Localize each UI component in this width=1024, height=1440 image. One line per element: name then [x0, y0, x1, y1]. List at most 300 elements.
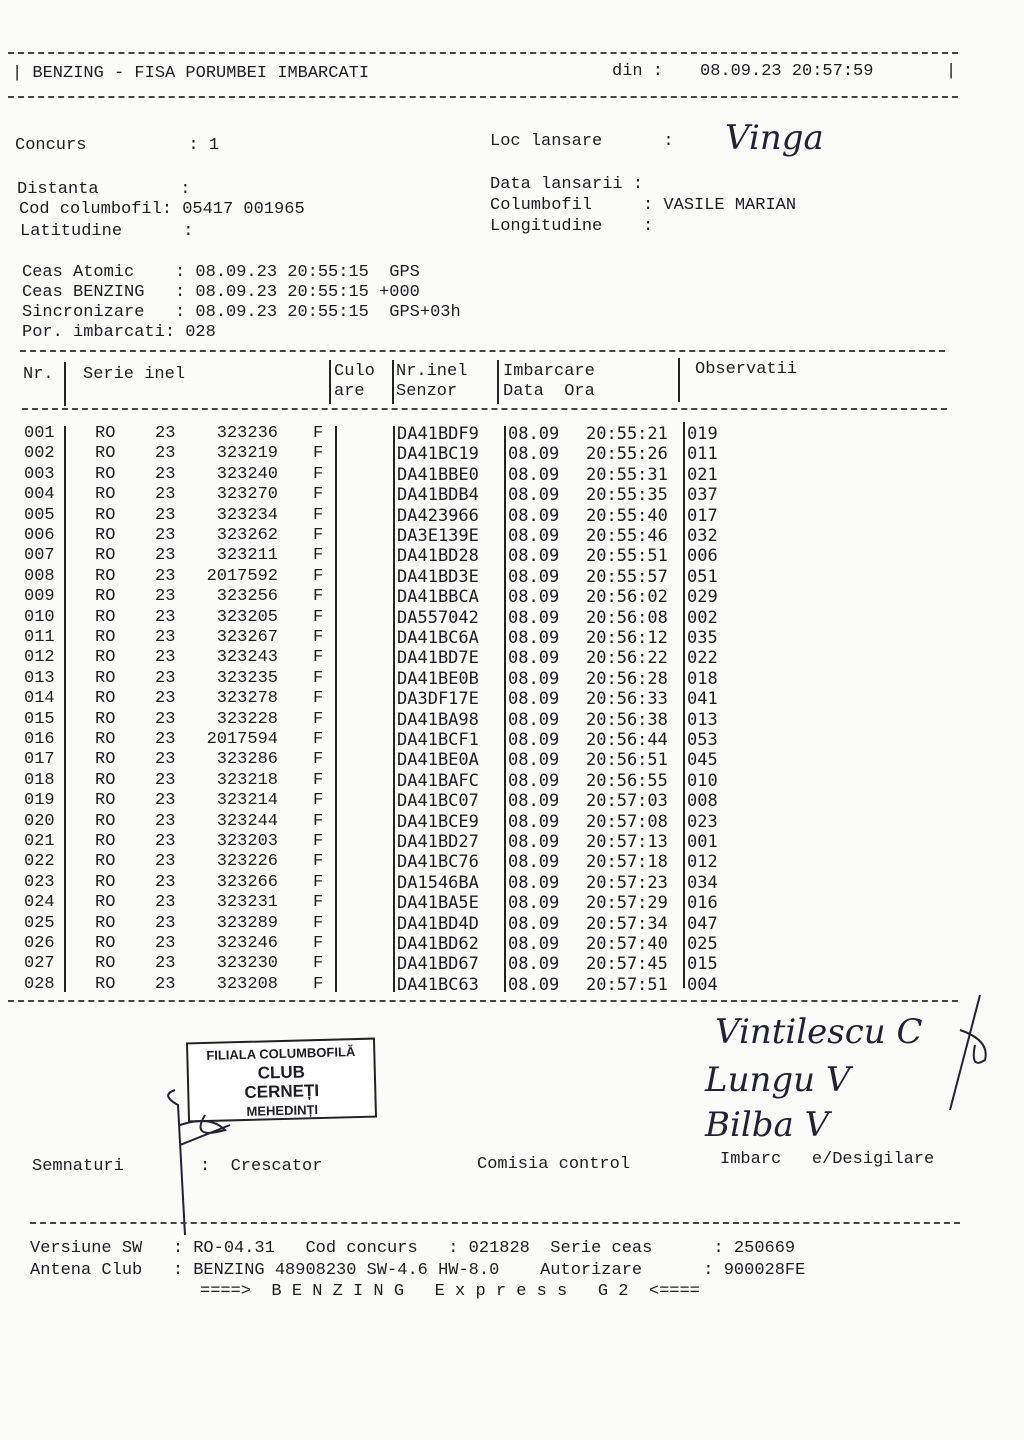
row-sex: F	[313, 730, 324, 749]
row-date: 08.09	[508, 709, 560, 730]
row-obs: 004	[687, 974, 718, 995]
row-year: 23	[155, 607, 176, 627]
row-ring: 323246	[216, 934, 278, 953]
row-obs: 037	[687, 485, 718, 506]
row-ring: 323218	[216, 770, 278, 790]
row-nr: 026	[24, 934, 55, 953]
row-sensor: DA41BD27	[397, 832, 479, 852]
row-ring: 323266	[216, 872, 278, 892]
col-inel-1: Nr.inel	[396, 362, 468, 381]
row-time: 20:55:35	[586, 485, 668, 506]
row-sex: F	[313, 954, 324, 974]
row-sex: F	[313, 832, 324, 851]
row-time: 20:57:18	[586, 852, 668, 873]
row-obs: 013	[687, 709, 718, 730]
row-year: 23	[155, 444, 176, 464]
longitudine: Longitudine :	[490, 217, 654, 236]
row-ring: 323214	[216, 791, 278, 811]
row-year: 23	[155, 913, 176, 933]
row-country: RO	[95, 811, 116, 831]
table-row	[0, 485, 760, 505]
col-inel-2: Senzor	[396, 382, 458, 401]
row-sex: F	[313, 444, 324, 464]
row-sex: F	[313, 811, 324, 831]
row-obs: 051	[687, 566, 718, 587]
row-nr: 025	[24, 913, 55, 933]
row-country: RO	[95, 709, 116, 729]
row-country: RO	[95, 750, 116, 770]
row-obs: 011	[687, 444, 718, 465]
row-time: 20:56:08	[586, 607, 668, 628]
stamp-line: CLUB	[257, 1062, 306, 1083]
row-sex: F	[313, 974, 324, 994]
row-sex: F	[313, 893, 324, 913]
table-row	[0, 567, 760, 587]
table-row	[0, 608, 760, 628]
row-date: 08.09	[508, 872, 560, 893]
row-sensor: DA41BAFC	[397, 770, 479, 791]
table-row	[0, 424, 760, 444]
table-row	[0, 465, 760, 485]
row-date: 08.09	[508, 974, 560, 995]
row-country: RO	[95, 689, 116, 709]
handwritten-loc: Vinga	[725, 118, 824, 158]
row-sensor: DA1546BA	[397, 872, 479, 893]
row-year: 23	[155, 750, 176, 770]
columbofil: Columbofil : VASILE MARIAN	[490, 196, 797, 215]
row-country: RO	[95, 852, 116, 872]
row-obs: 023	[687, 811, 718, 832]
table-row	[0, 914, 760, 934]
row-time: 20:56:28	[586, 668, 668, 689]
row-year: 23	[155, 954, 176, 974]
table-row	[0, 648, 760, 668]
row-nr: 015	[24, 709, 55, 729]
ceas-atomic: Ceas Atomic : 08.09.23 20:55:15 GPS	[22, 263, 420, 282]
row-nr: 018	[24, 770, 55, 790]
row-country: RO	[95, 587, 116, 607]
row-sensor: DA41BBCA	[397, 587, 479, 608]
row-date: 08.09	[508, 750, 560, 771]
row-nr: 005	[24, 505, 55, 525]
row-time: 20:55:40	[586, 505, 668, 526]
row-sensor: DA41BD3E	[397, 566, 479, 587]
row-year: 23	[155, 832, 176, 851]
row-time: 20:56:12	[586, 628, 668, 648]
col-culoare-1: Culo	[334, 362, 375, 381]
row-sensor: DA423966	[397, 505, 479, 526]
stamp-line: CERNEȚI	[244, 1081, 320, 1102]
row-sensor: DA41BD4D	[397, 913, 479, 934]
row-nr: 003	[24, 464, 55, 484]
row-ring: 323230	[216, 954, 278, 974]
row-obs: 017	[687, 505, 718, 526]
porumbei-imbarcati: Por. imbarcati: 028	[22, 323, 216, 342]
print-date-label: din :	[612, 62, 664, 81]
row-sex: F	[313, 526, 324, 545]
row-nr: 002	[24, 444, 55, 464]
row-obs: 002	[687, 607, 718, 628]
row-obs: 010	[687, 770, 718, 791]
cod-columbofil: Cod columbofil: 05417 001965	[19, 200, 305, 219]
row-sensor: DA41BD7E	[397, 648, 479, 669]
row-nr: 024	[24, 893, 55, 913]
row-date: 08.09	[508, 832, 560, 852]
row-country: RO	[95, 526, 116, 545]
table-row	[0, 444, 760, 464]
table-row	[0, 710, 760, 730]
row-country: RO	[95, 628, 116, 647]
row-year: 23	[155, 424, 176, 443]
row-year: 23	[155, 791, 176, 811]
row-sensor: DA41BDB4	[397, 485, 479, 506]
distanta: Distanta :	[17, 180, 191, 199]
row-time: 20:56:02	[586, 587, 668, 608]
row-country: RO	[95, 770, 116, 790]
row-date: 08.09	[508, 566, 560, 587]
row-obs: 019	[687, 424, 718, 444]
row-nr: 016	[24, 730, 55, 749]
handwritten-sign-3: Bilba V	[705, 1105, 830, 1145]
row-nr: 009	[24, 587, 55, 607]
signature-mark	[930, 990, 1000, 1120]
row-country: RO	[95, 424, 116, 443]
row-sensor: DA41BC76	[397, 852, 479, 873]
row-sex: F	[313, 485, 324, 505]
row-nr: 001	[24, 424, 55, 443]
row-nr: 013	[24, 668, 55, 688]
row-sensor: DA41BD62	[397, 934, 479, 954]
row-year: 23	[155, 934, 176, 953]
row-obs: 018	[687, 668, 718, 689]
row-nr: 020	[24, 811, 55, 831]
row-date: 08.09	[508, 464, 560, 485]
row-sensor: DA41BE0A	[397, 750, 479, 771]
row-date: 08.09	[508, 607, 560, 628]
row-sex: F	[313, 628, 324, 647]
table-row	[0, 934, 760, 954]
row-ring: 323244	[216, 811, 278, 831]
row-obs: 016	[687, 893, 718, 914]
row-ring: 2017592	[206, 566, 278, 586]
table-row	[0, 546, 760, 566]
row-sex: F	[313, 546, 324, 566]
row-ring: 323289	[216, 913, 278, 933]
row-year: 23	[155, 526, 176, 545]
row-time: 20:57:40	[586, 934, 668, 954]
row-time: 20:56:55	[586, 770, 668, 791]
table-row	[0, 791, 760, 811]
table-row	[0, 954, 760, 974]
table-row	[0, 669, 760, 689]
row-ring: 323228	[216, 709, 278, 729]
row-country: RO	[95, 546, 116, 566]
comisia-label: Comisia control	[477, 1155, 631, 1174]
row-date: 08.09	[508, 587, 560, 608]
row-country: RO	[95, 832, 116, 851]
row-ring: 323231	[216, 893, 278, 913]
row-ring: 323211	[216, 546, 278, 566]
row-sex: F	[313, 913, 324, 933]
table-row	[0, 893, 760, 913]
row-ring: 323262	[216, 526, 278, 545]
row-obs: 025	[687, 934, 718, 954]
row-sex: F	[313, 791, 324, 811]
row-ring: 323205	[216, 607, 278, 627]
document-title: | BENZING - FISA PORUMBEI IMBARCATI	[12, 64, 370, 83]
row-nr: 014	[24, 689, 55, 709]
row-time: 20:57:29	[586, 893, 668, 914]
row-sensor: DA41BA98	[397, 709, 479, 730]
row-obs: 006	[687, 546, 718, 567]
row-date: 08.09	[508, 546, 560, 567]
row-time: 20:57:13	[586, 832, 668, 852]
row-obs: 021	[687, 464, 718, 485]
row-date: 08.09	[508, 485, 560, 506]
row-country: RO	[95, 974, 116, 994]
table-row	[0, 526, 760, 546]
handwritten-sign-1: Vintilescu C	[715, 1012, 923, 1052]
row-ring: 323240	[216, 464, 278, 484]
row-sensor: DA557042	[397, 607, 479, 628]
col-imbarcare-2: Data Ora	[503, 382, 595, 401]
row-sensor: DA41BA5E	[397, 893, 479, 914]
row-time: 20:57:23	[586, 872, 668, 893]
row-obs: 032	[687, 526, 718, 546]
row-sex: F	[313, 607, 324, 627]
col-culoare-2: are	[334, 382, 365, 401]
table-row	[0, 832, 760, 852]
row-nr: 017	[24, 750, 55, 770]
row-time: 20:57:51	[586, 974, 668, 995]
row-sensor: DA41BDF9	[397, 424, 479, 444]
row-sensor: DA41BC19	[397, 444, 479, 465]
row-year: 23	[155, 464, 176, 484]
row-year: 23	[155, 546, 176, 566]
row-nr: 004	[24, 485, 55, 505]
row-country: RO	[95, 444, 116, 464]
row-time: 20:55:21	[586, 424, 668, 444]
row-ring: 323219	[216, 444, 278, 464]
table-row	[0, 873, 760, 893]
loc-lansare: Loc lansare :	[490, 132, 674, 151]
row-nr: 007	[24, 546, 55, 566]
row-obs: 045	[687, 750, 718, 771]
data-lansarii: Data lansarii :	[490, 175, 644, 194]
row-time: 20:55:57	[586, 566, 668, 587]
table-row	[0, 730, 760, 750]
row-sex: F	[313, 872, 324, 892]
row-year: 23	[155, 648, 176, 668]
row-sex: F	[313, 668, 324, 688]
imbarcare-label: Imbarc e/Desigilare	[720, 1150, 935, 1169]
row-sex: F	[313, 770, 324, 790]
table-row	[0, 750, 760, 770]
row-sensor: DA41BE0B	[397, 668, 479, 689]
row-ring: 323243	[216, 648, 278, 668]
row-sex: F	[313, 424, 324, 443]
table-row	[0, 771, 760, 791]
row-time: 20:57:03	[586, 791, 668, 812]
row-date: 08.09	[508, 424, 560, 444]
row-year: 23	[155, 566, 176, 586]
table-row	[0, 506, 760, 526]
row-date: 08.09	[508, 913, 560, 934]
row-country: RO	[95, 505, 116, 525]
row-nr: 023	[24, 872, 55, 892]
table-row	[0, 628, 760, 648]
row-ring: 323256	[216, 587, 278, 607]
row-sex: F	[313, 505, 324, 525]
title-end: |	[946, 62, 957, 81]
sincronizare: Sincronizare : 08.09.23 20:55:15 GPS+03h	[22, 303, 461, 322]
row-nr: 006	[24, 526, 55, 545]
row-ring: 323226	[216, 852, 278, 872]
row-sex: F	[313, 750, 324, 770]
row-obs: 001	[687, 832, 718, 852]
row-sex: F	[313, 587, 324, 607]
row-time: 20:55:26	[586, 444, 668, 465]
row-year: 23	[155, 628, 176, 647]
row-sex: F	[313, 852, 324, 872]
row-obs: 053	[687, 730, 718, 750]
row-ring: 2017594	[206, 730, 278, 749]
row-nr: 010	[24, 607, 55, 627]
row-country: RO	[95, 954, 116, 974]
row-year: 23	[155, 974, 176, 994]
row-country: RO	[95, 607, 116, 627]
row-time: 20:57:08	[586, 811, 668, 832]
row-date: 08.09	[508, 852, 560, 873]
col-observatii: Observatii	[695, 360, 798, 379]
row-country: RO	[95, 566, 116, 586]
row-obs: 034	[687, 872, 718, 893]
col-serie: Serie inel	[83, 365, 186, 384]
crescator-label: : Crescator	[200, 1157, 323, 1176]
stamp-line: MEHEDINȚI	[246, 1102, 319, 1119]
row-date: 08.09	[508, 668, 560, 689]
row-sex: F	[313, 648, 324, 668]
row-sensor: DA41BC63	[397, 974, 479, 995]
row-year: 23	[155, 893, 176, 913]
row-ring: 323203	[216, 832, 278, 851]
row-obs: 047	[687, 913, 718, 934]
row-sensor: DA3E139E	[397, 526, 479, 546]
row-year: 23	[155, 852, 176, 872]
row-year: 23	[155, 770, 176, 790]
row-sex: F	[313, 709, 324, 729]
row-year: 23	[155, 587, 176, 607]
row-date: 08.09	[508, 444, 560, 465]
row-sensor: DA41BCE9	[397, 811, 479, 832]
row-time: 20:55:31	[586, 464, 668, 485]
row-nr: 012	[24, 648, 55, 668]
row-sensor: DA41BC6A	[397, 628, 479, 648]
latitudine: Latitudine :	[20, 222, 194, 241]
row-sex: F	[313, 566, 324, 586]
semnaturi-label: Semnaturi	[32, 1157, 124, 1176]
ceas-benzing: Ceas BENZING : 08.09.23 20:55:15 +000	[22, 283, 420, 302]
row-time: 20:57:34	[586, 913, 668, 934]
row-ring: 323267	[216, 628, 278, 647]
row-ring: 323234	[216, 505, 278, 525]
row-sex: F	[313, 934, 324, 953]
row-date: 08.09	[508, 730, 560, 750]
row-sensor: DA41BCF1	[397, 730, 479, 750]
row-nr: 021	[24, 832, 55, 851]
row-country: RO	[95, 668, 116, 688]
row-date: 08.09	[508, 811, 560, 832]
row-sensor: DA41BD28	[397, 546, 479, 567]
col-nr: Nr.	[23, 365, 54, 384]
table-row	[0, 689, 760, 709]
row-ring: 323235	[216, 668, 278, 688]
row-date: 08.09	[508, 791, 560, 812]
row-obs: 029	[687, 587, 718, 608]
row-nr: 027	[24, 954, 55, 974]
row-ring: 323278	[216, 689, 278, 709]
row-date: 08.09	[508, 893, 560, 914]
row-time: 20:56:51	[586, 750, 668, 771]
row-obs: 015	[687, 954, 718, 975]
row-sensor: DA3DF17E	[397, 689, 479, 710]
row-country: RO	[95, 934, 116, 953]
table-row	[0, 587, 760, 607]
row-country: RO	[95, 893, 116, 913]
row-nr: 008	[24, 566, 55, 586]
row-country: RO	[95, 791, 116, 811]
row-obs: 008	[687, 791, 718, 812]
row-sensor: DA41BC07	[397, 791, 479, 812]
row-time: 20:56:22	[586, 648, 668, 669]
row-sensor: DA41BD67	[397, 954, 479, 975]
row-country: RO	[95, 913, 116, 933]
row-date: 08.09	[508, 628, 560, 648]
row-year: 23	[155, 709, 176, 729]
row-ring: 323270	[216, 485, 278, 505]
row-date: 08.09	[508, 526, 560, 546]
row-date: 08.09	[508, 934, 560, 954]
row-sex: F	[313, 689, 324, 709]
row-date: 08.09	[508, 505, 560, 526]
row-nr: 028	[24, 974, 55, 994]
row-year: 23	[155, 668, 176, 688]
print-date: 08.09.23 20:57:59	[700, 62, 874, 81]
row-nr: 022	[24, 852, 55, 872]
row-country: RO	[95, 730, 116, 749]
row-nr: 011	[24, 628, 55, 647]
row-time: 20:57:45	[586, 954, 668, 975]
col-imbarcare-1: Imbarcare	[503, 362, 595, 381]
row-country: RO	[95, 872, 116, 892]
table-row	[0, 812, 760, 832]
concurs: Concurs : 1	[15, 136, 220, 155]
row-time: 20:55:46	[586, 526, 668, 546]
row-obs: 012	[687, 852, 718, 873]
row-date: 08.09	[508, 770, 560, 791]
row-time: 20:56:44	[586, 730, 668, 750]
row-time: 20:55:51	[586, 546, 668, 567]
row-sensor: DA41BBE0	[397, 464, 479, 485]
row-year: 23	[155, 485, 176, 505]
handwritten-sign-2: Lungu V	[705, 1060, 851, 1100]
row-year: 23	[155, 730, 176, 749]
table-row	[0, 975, 760, 995]
row-ring: 323286	[216, 750, 278, 770]
row-sex: F	[313, 464, 324, 484]
row-ring: 323236	[216, 424, 278, 443]
row-country: RO	[95, 464, 116, 484]
